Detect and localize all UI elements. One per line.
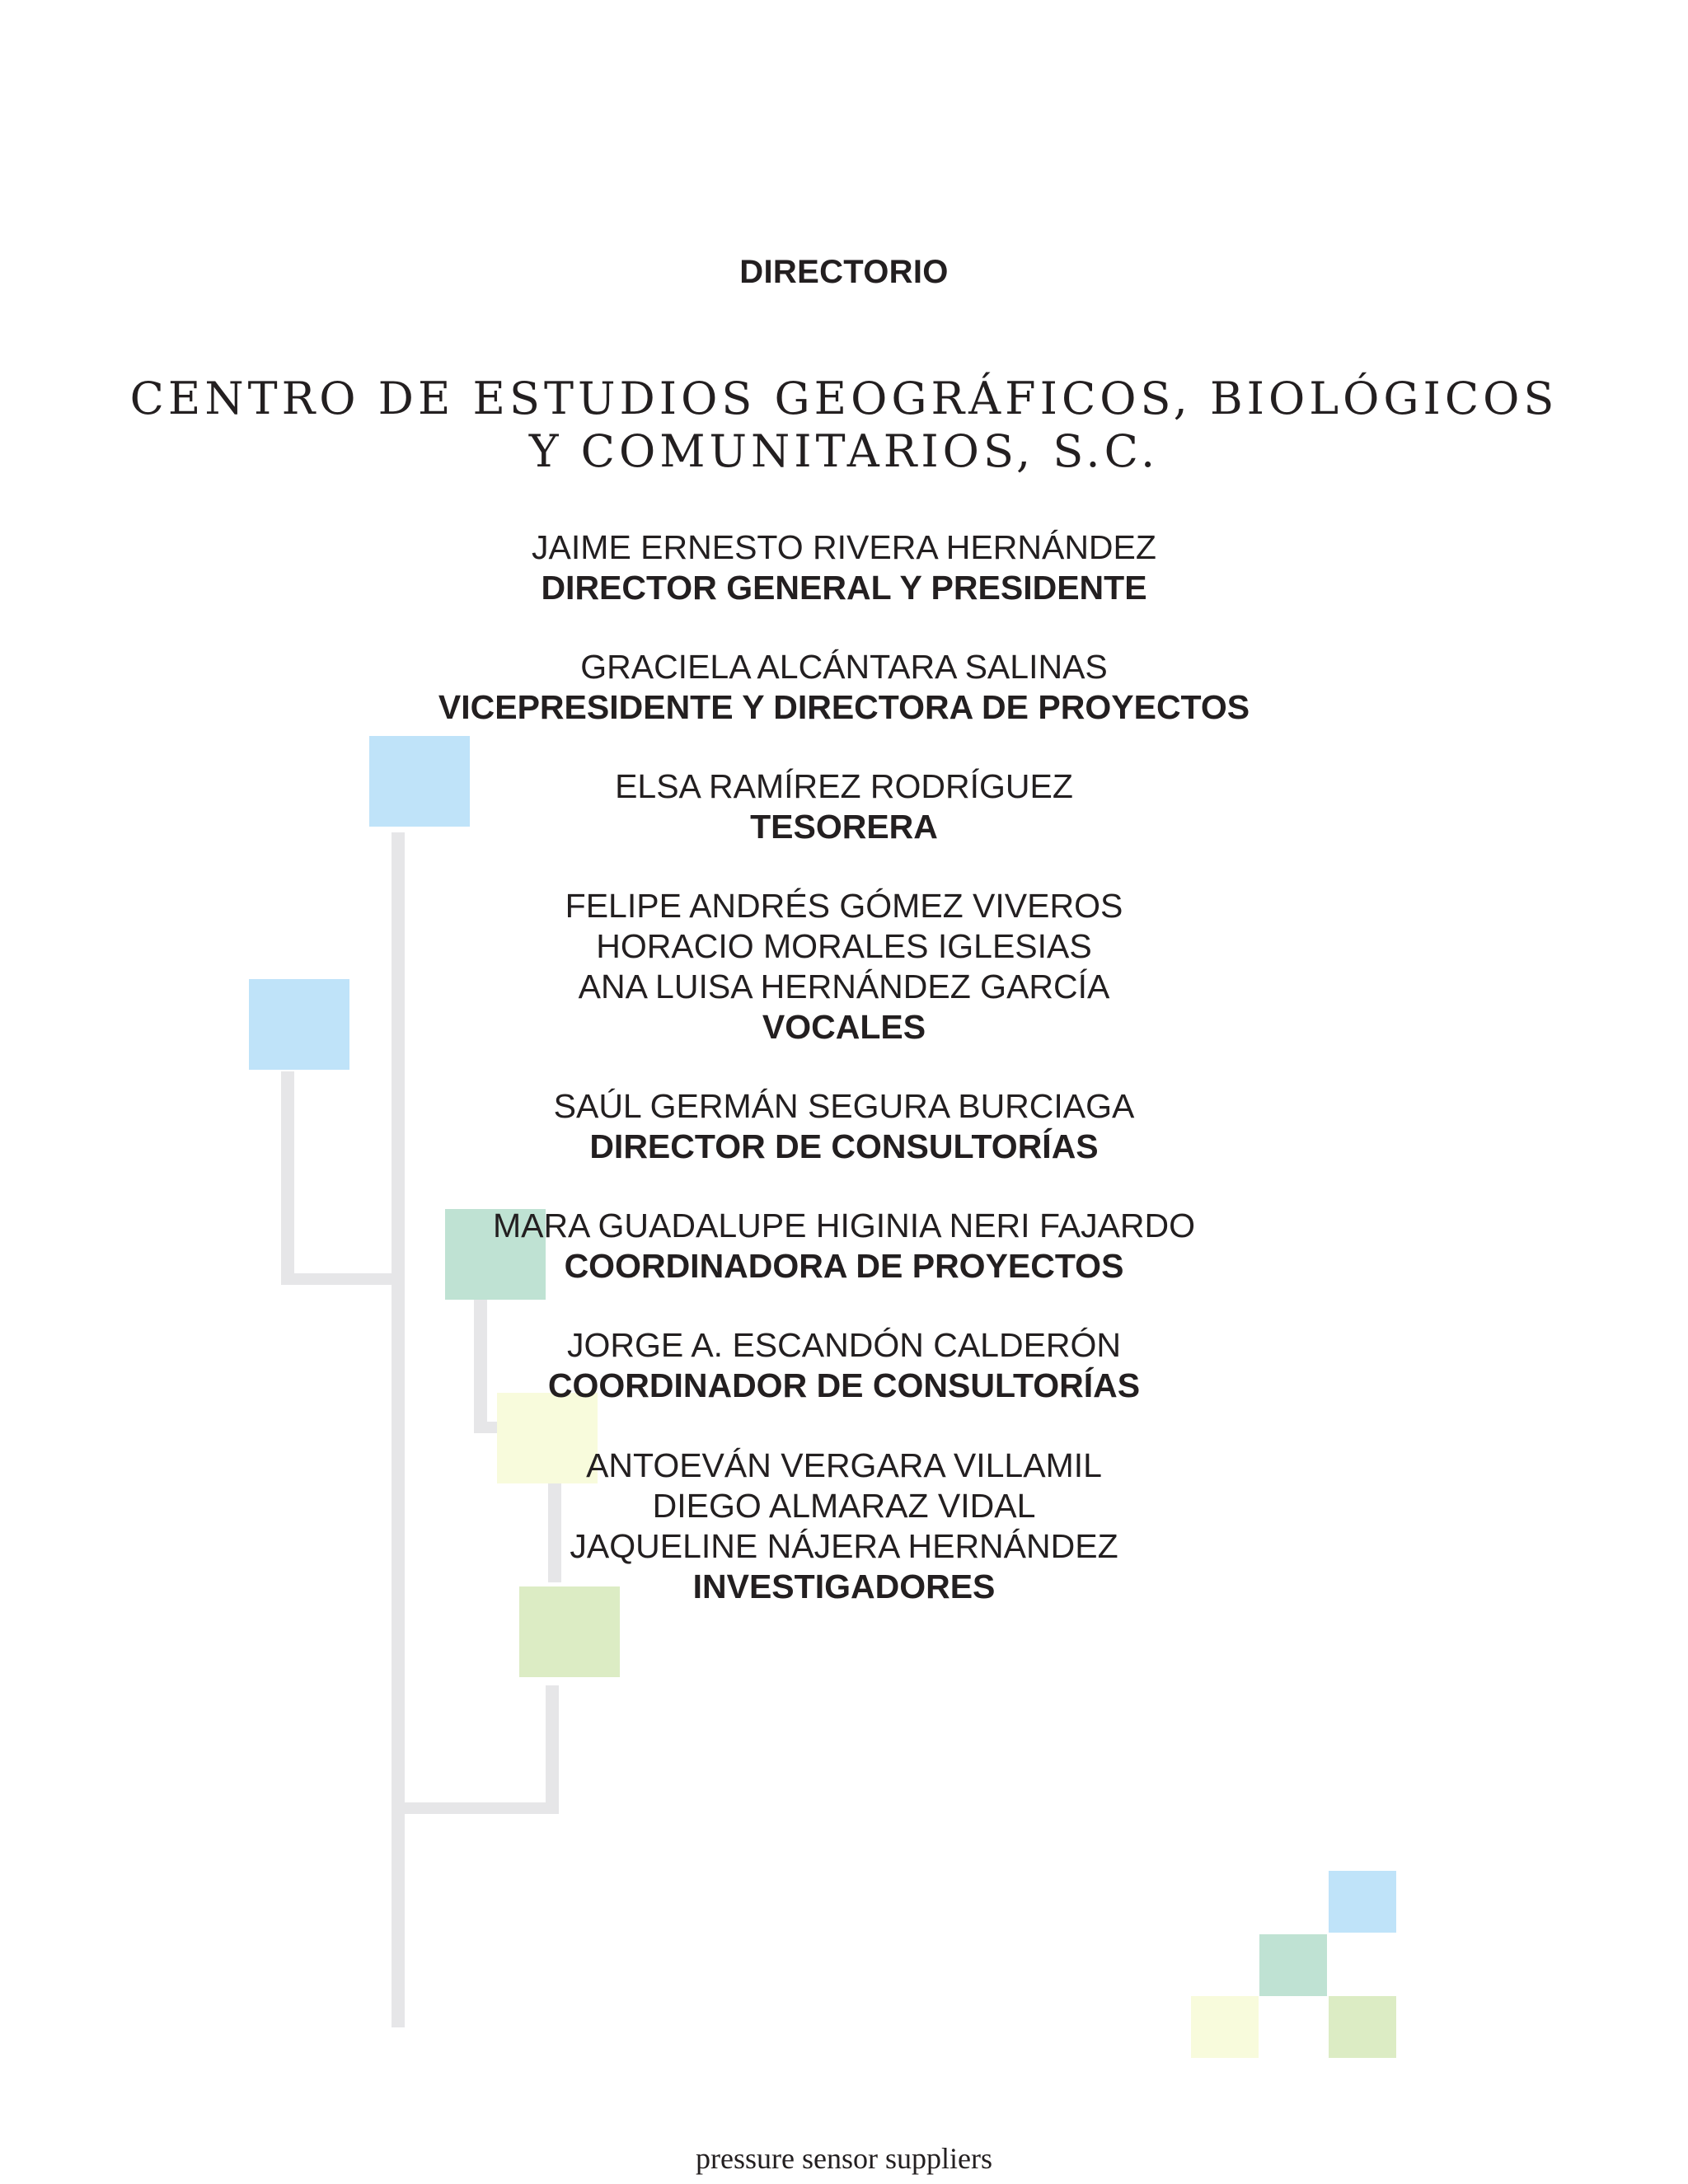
entry-name: DIEGO ALMARAZ VIDAL: [652, 1487, 1036, 1525]
organization-name-line-1: CENTRO DE ESTUDIOS GEOGRÁFICOS, BIOLÓGICOS: [129, 373, 1559, 424]
organization-name: [0, 373, 1688, 478]
entry-role: DIRECTOR GENERAL Y PRESIDENTE: [541, 569, 1147, 607]
square-cream-corner: [1191, 1996, 1259, 2058]
entry-role: VICEPRESIDENTE Y DIRECTORA DE PROYECTOS: [438, 688, 1250, 726]
entry-role: COORDINADOR DE CONSULTORÍAS: [547, 1366, 1141, 1404]
entry-name: JAQUELINE NÁJERA HERNÁNDEZ: [570, 1527, 1118, 1565]
entry-name: ELSA RAMÍREZ RODRÍGUEZ: [615, 767, 1073, 805]
entry-name: ANTOEVÁN VERGARA VILLAMIL: [586, 1446, 1102, 1484]
entry-name: JORGE A. ESCANDÓN CALDERÓN: [566, 1326, 1122, 1364]
entry-role: VOCALES: [762, 1008, 926, 1046]
footer-text: pressure sensor suppliers: [696, 2142, 992, 2175]
directory-entry-director-consultorias: [0, 1086, 1688, 1167]
directory-entry-vocales: [0, 886, 1688, 1047]
entry-role: COORDINADORA DE PROYECTOS: [564, 1247, 1124, 1285]
entry-name: HORACIO MORALES IGLESIAS: [596, 927, 1092, 965]
entry-name: ANA LUISA HERNÁNDEZ GARCÍA: [578, 968, 1110, 1005]
organization-name-line-2: Y COMUNITARIOS, S.C.: [528, 425, 1160, 477]
page-title: DIRECTORIO: [739, 254, 949, 290]
entry-name: MARA GUADALUPE HIGINIA NERI FAJARDO: [492, 1207, 1196, 1244]
tree-branch-right-horizontal: [398, 1802, 559, 1814]
directory-entry-coordinador-consultorias: [0, 1325, 1688, 1406]
directory-entry-tesorera: [0, 766, 1688, 847]
tree-branch-right-vertical: [546, 1685, 559, 1809]
directory-entry-director-general: [0, 527, 1688, 608]
entry-name: SAÚL GERMÁN SEGURA BURCIAGA: [553, 1087, 1135, 1125]
directory-entry-coordinadora-proyectos: [0, 1206, 1688, 1286]
square-blue-corner: [1329, 1871, 1396, 1933]
square-lime-corner: [1329, 1996, 1396, 2058]
entry-role: INVESTIGADORES: [692, 1568, 996, 1605]
directory-entry-investigadores: [0, 1446, 1688, 1607]
entry-name: JAIME ERNESTO RIVERA HERNÁNDEZ: [532, 528, 1156, 566]
entry-name: GRACIELA ALCÁNTARA SALINAS: [580, 648, 1108, 686]
directory-entry-vicepresidente: [0, 647, 1688, 728]
entry-role: DIRECTOR DE CONSULTORÍAS: [589, 1127, 1099, 1165]
entry-role: TESORERA: [750, 808, 938, 846]
square-teal-corner: [1259, 1934, 1327, 1996]
entry-name: FELIPE ANDRÉS GÓMEZ VIVEROS: [565, 887, 1123, 925]
